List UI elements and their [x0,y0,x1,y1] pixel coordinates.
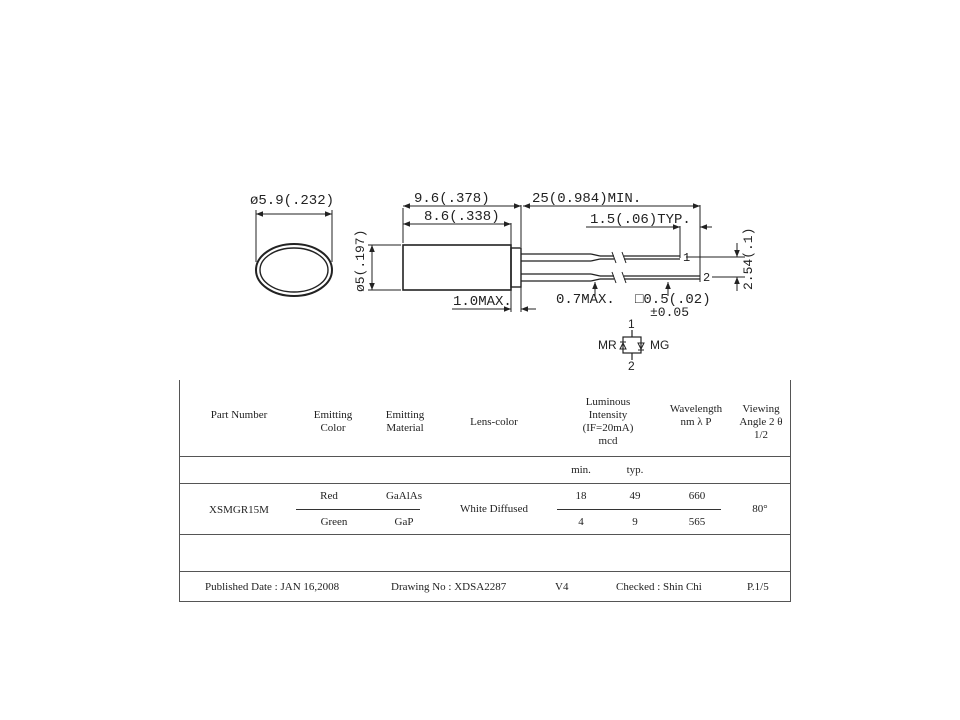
checked-by: Checked : Shin Chi [616,581,702,593]
variant-red-wavelength: 660 [688,490,706,502]
variant-red-typ: 49 [629,490,641,502]
row-divider [179,534,791,535]
schematic-pin-1: 1 [628,317,635,331]
schematic-label-mr: MR [598,338,617,352]
schematic-pin-2: 2 [628,359,635,373]
dim-lead-shoulder: 0.7MAX. [556,292,615,308]
version: V4 [555,581,569,593]
dim-typ: 1.5(.06)TYP. [590,212,691,228]
variant-green-typ: 9 [632,516,638,528]
subheader-typ: typ. [626,464,644,476]
subheader-divider [179,483,791,484]
variant-red-material: GaAlAs [385,490,423,502]
variant-green-material: GaP [394,516,414,528]
pin-1-label: 1 [683,251,691,265]
spec-sheet [179,380,791,602]
header-luminous-intensity: Luminous Intensity (IF=20mA) mcd [582,396,634,447]
schematic-label-mg: MG [650,338,670,352]
published-date: Published Date : JAN 16,2008 [205,581,340,593]
pin-schematic [598,317,669,373]
part-number-value: XSMGR15M [209,504,269,516]
page-number: P.1/5 [747,581,769,593]
header-viewing-angle: Viewing Angle 2 θ 1/2 [739,403,783,441]
lens-color-value: White Diffused [460,503,528,515]
header-wavelength: Wavelength nm λ P [669,403,723,428]
header-emitting-color: Emitting Color [313,409,353,434]
variant-green-color: Green [320,516,348,528]
dim-body-length: 8.6(.338) [424,209,500,225]
header-part-number: Part Number [210,409,268,421]
front-view [256,210,332,296]
variant-separator-left [296,509,420,510]
header-lens-color: Lens-color [470,416,518,428]
variant-red-min: 18 [575,490,587,502]
footer-divider [179,571,791,572]
dim-lead-length: 25(0.984)MIN. [532,191,642,207]
variant-green-wavelength: 565 [688,516,706,528]
side-view [403,245,700,290]
dim-lead-square: □0.5(.02) [635,292,711,308]
header-divider [179,456,791,457]
dim-pitch: 2.54(.1) [741,227,756,290]
viewing-angle-value: 80° [752,503,768,515]
drawing-number: Drawing No : XDSA2287 [391,581,507,593]
variant-red-color: Red [320,490,338,502]
lens-inner-ellipse [260,248,328,292]
variant-separator-right [557,509,721,510]
variant-green-min: 4 [578,516,584,528]
led-body [403,245,511,290]
header-emitting-material: Emitting Material [385,409,425,434]
sheet-border-bottom [179,601,791,602]
subheader-min: min. [571,464,591,476]
dim-flange: 1.0MAX. [453,294,512,310]
dim-total-length: 9.6(.378) [414,191,490,207]
dim-front-diameter: ø5.9(.232) [250,193,335,209]
dim-lead-tolerance: ±0.05 [650,305,690,320]
sheet-border-left [179,380,180,602]
lens-outer-ellipse [256,244,332,296]
sheet-border-right [790,380,791,602]
led-flange [511,248,521,287]
dim-body-diameter: ø5(.197) [353,229,368,292]
pin-2-label: 2 [703,271,711,285]
